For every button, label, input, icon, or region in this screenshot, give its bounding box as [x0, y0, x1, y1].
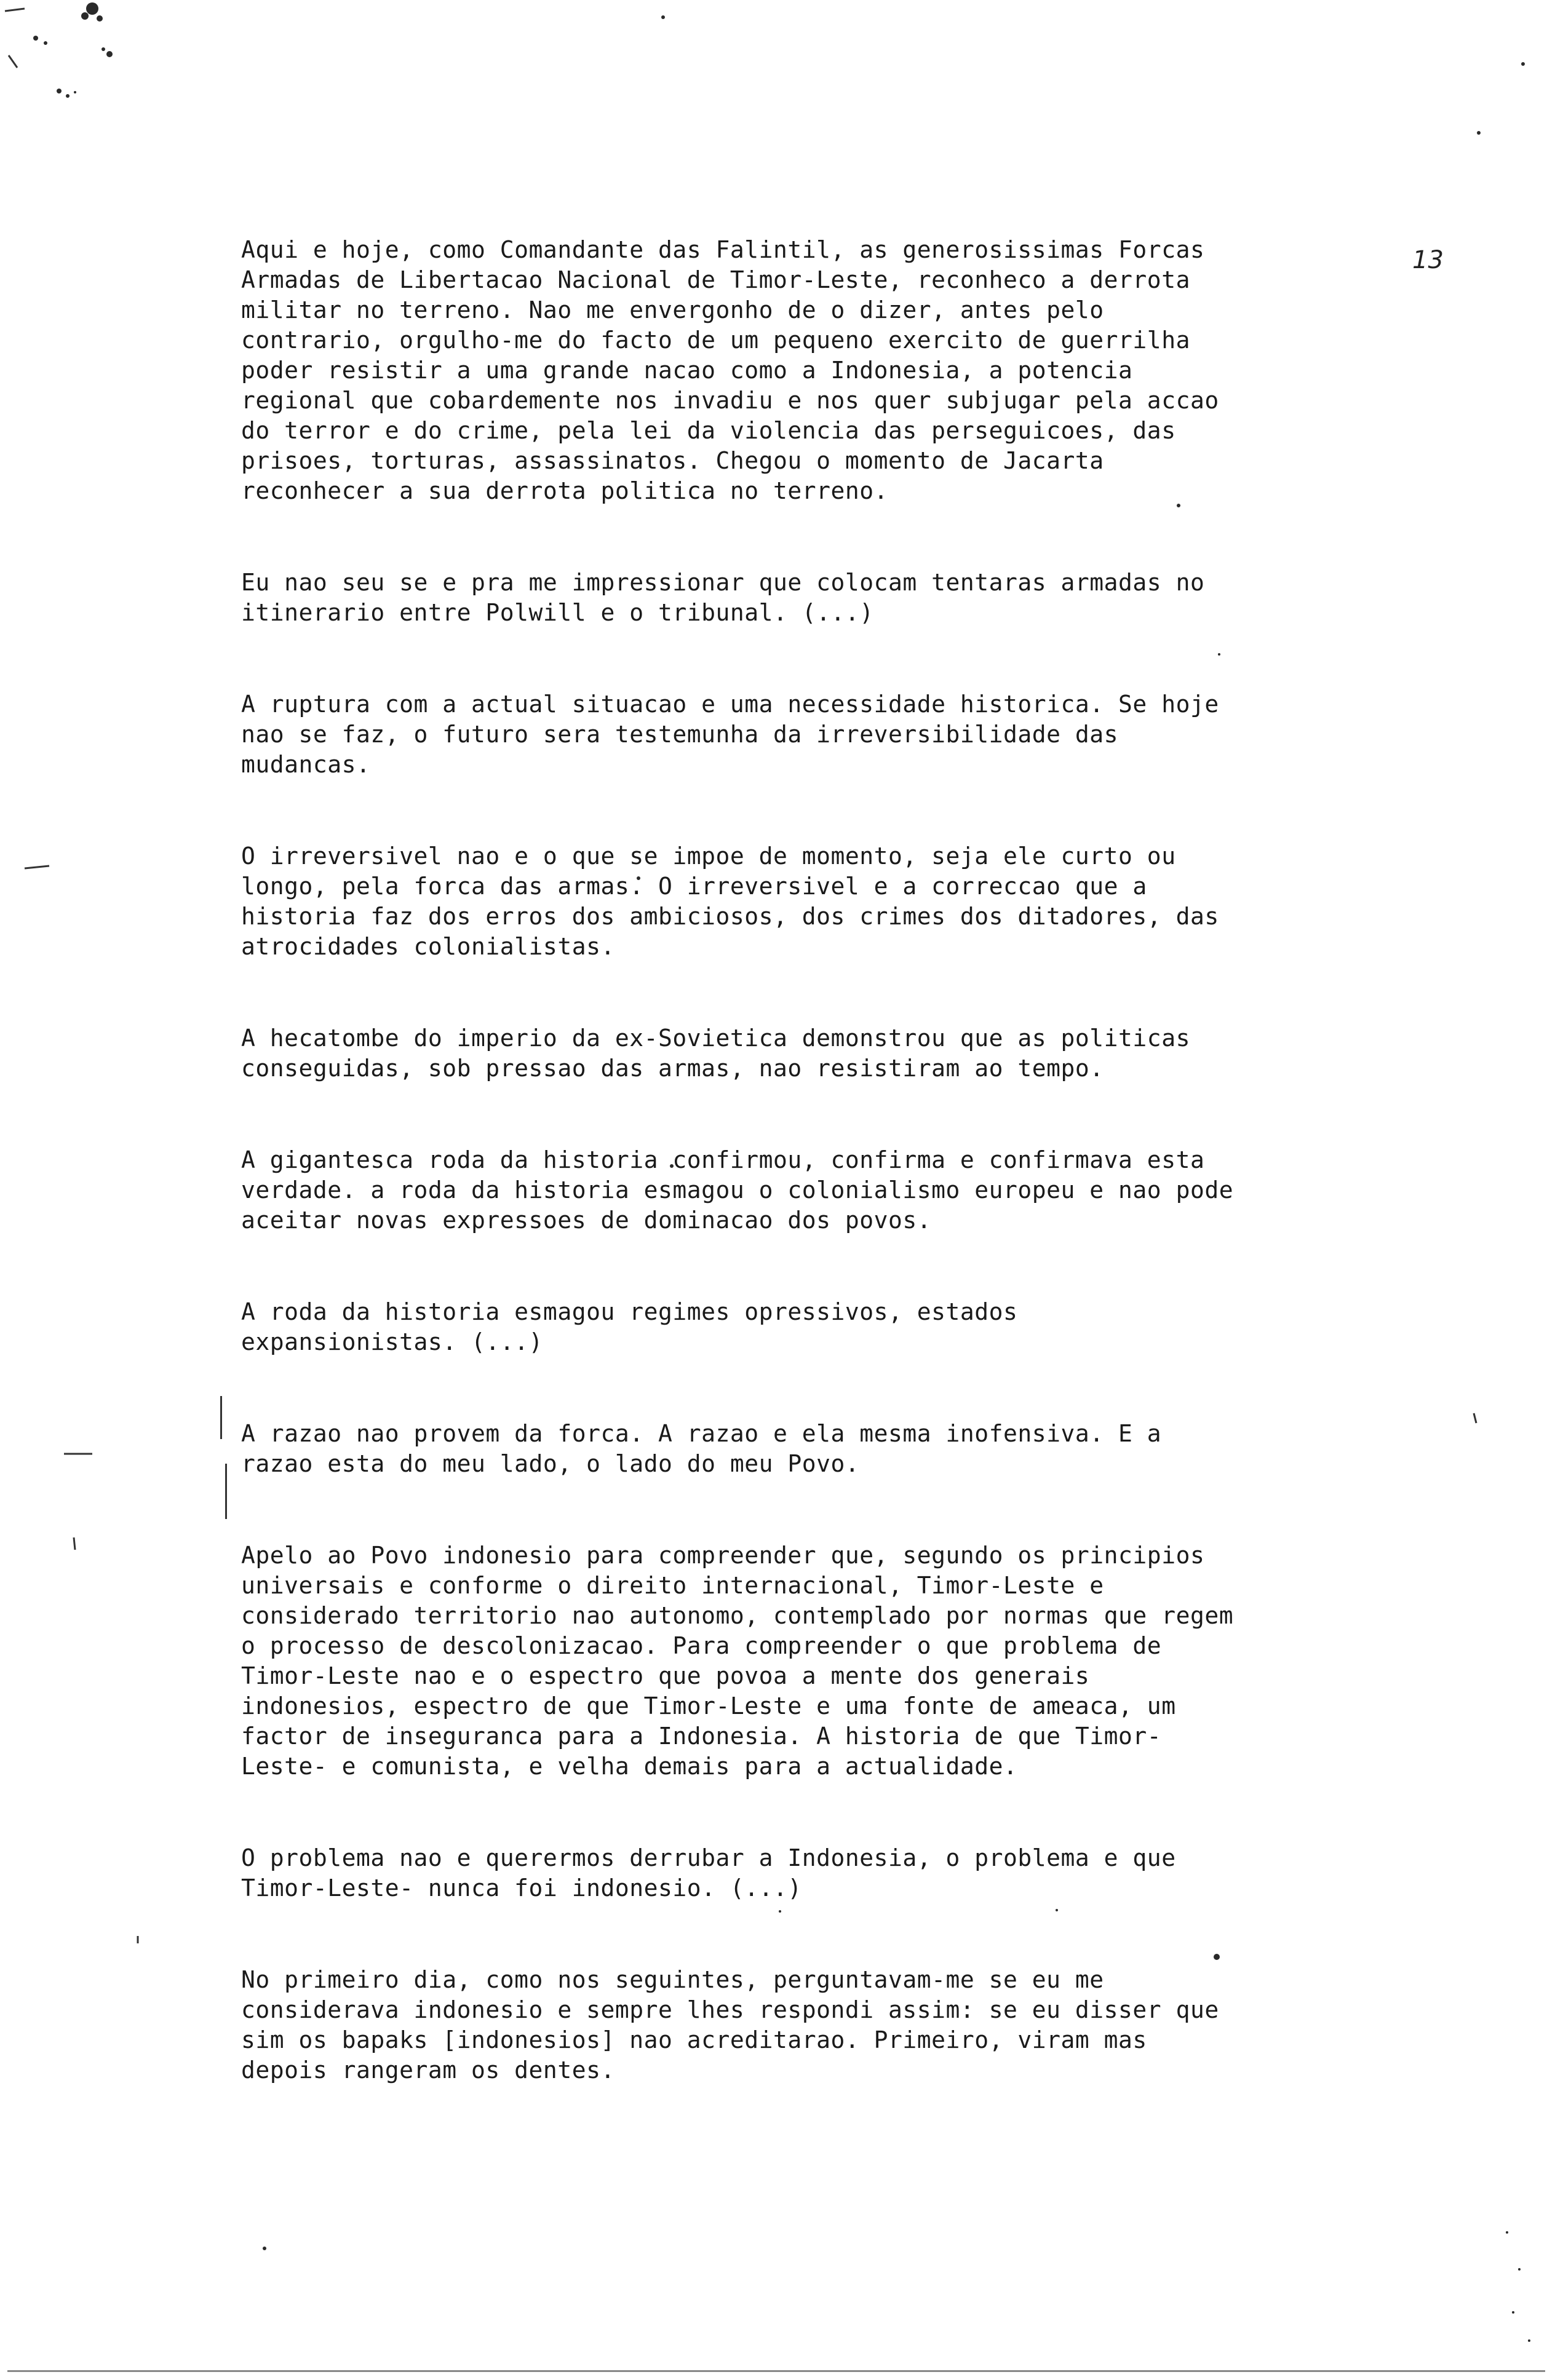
text-line: Apelo ao Povo indonesio para compreender que, segundo os principios — [241, 1542, 1205, 1569]
text-line: A ruptura com a actual situacao e uma necessidade historica. Se hoje — [241, 691, 1219, 718]
text-line: expansionistas. (...) — [241, 1328, 543, 1355]
text-line: A gigantesca roda da historia confirmou, confirma e confirmava esta — [241, 1146, 1205, 1173]
text-line: itinerario entre Polwill e o tribunal. (...) — [241, 599, 874, 626]
text-line: conseguidas, sob pressao das armas, nao resistiram ao tempo. — [241, 1055, 1104, 1082]
paragraph — [241, 1843, 1287, 1903]
text-line: O irreversivel nao e o que se impoe de momento, seja ele curto ou — [241, 843, 1176, 870]
paragraph — [241, 568, 1287, 628]
text-line: regional que cobardemente nos invadiu e nos quer subjugar pela accao — [241, 387, 1219, 414]
text-line: factor de inseguranca para a Indonesia. A historia de que Timor- — [241, 1723, 1162, 1750]
text-line: do terror e do crime, pela lei da violencia das perseguicoes, das — [241, 417, 1176, 444]
text-line: universais e conforme o direito internacional, Timor-Leste e — [241, 1572, 1104, 1599]
text-line: depois rangeram os dentes. — [241, 2057, 615, 2084]
text-line: poder resistir a uma grande nacao como a Indonesia, a potencia — [241, 357, 1133, 384]
text-line: militar no terreno. Nao me envergonho de o dizer, antes pelo — [241, 296, 1104, 323]
paragraph — [241, 1297, 1287, 1357]
text-line: contrario, orgulho-me do facto de um pequeno exercito de guerrilha — [241, 327, 1190, 354]
paragraph — [241, 235, 1287, 506]
page-number: 13 — [1412, 246, 1444, 274]
paragraph — [241, 689, 1287, 780]
paragraph — [241, 1023, 1287, 1084]
text-line: sim os bapaks [indonesios] nao acreditarao. Primeiro, viram mas — [241, 2026, 1147, 2053]
text-line: Eu nao seu se e pra me impressionar que colocam tentaras armadas no — [241, 569, 1205, 596]
margin-bar — [225, 1464, 227, 1519]
text-line: A roda da historia esmagou regimes opressivos, estados — [241, 1298, 1018, 1325]
text-line: considerava indonesio e sempre lhes respondi assim: se eu disser que — [241, 1996, 1219, 2023]
paragraph — [241, 1419, 1287, 1479]
text-line: Timor-Leste- nunca foi indonesio. (...) — [241, 1874, 802, 1902]
text-line: atrocidades colonialistas. — [241, 933, 615, 960]
text-line: nao se faz, o futuro sera testemunha da irreversibilidade das — [241, 721, 1119, 748]
text-line: razao esta do meu lado, o lado do meu Povo. — [241, 1450, 860, 1477]
scan-edge-line — [7, 2370, 1545, 2372]
text-line: No primeiro dia, como nos seguintes, perguntavam-me se eu me — [241, 1966, 1104, 1993]
text-line: A razao nao provem da forca. A razao e ela mesma inofensiva. E a — [241, 1420, 1162, 1447]
text-line: o processo de descolonizacao. Para compreender o que problema de — [241, 1632, 1162, 1659]
text-line: reconhecer a sua derrota politica no terreno. — [241, 477, 889, 504]
text-line: mudancas. — [241, 751, 371, 778]
text-line: Leste- e comunista, e velha demais para a actualidade. — [241, 1753, 1018, 1780]
text-line: indonesios, espectro de que Timor-Leste e uma fonte de ameaca, um — [241, 1692, 1176, 1720]
text-line: O problema nao e querermos derrubar a Indonesia, o problema e que — [241, 1844, 1176, 1871]
text-line: prisoes, torturas, assassinatos. Chegou o momento de Jacarta — [241, 447, 1104, 474]
text-line: Aqui e hoje, como Comandante das Falintil, as generosissimas Forcas — [241, 236, 1205, 263]
margin-bar — [220, 1396, 222, 1439]
body-text — [241, 235, 1287, 2147]
text-line: Armadas de Libertacao Nacional de Timor-Leste, reconheco a derrota — [241, 266, 1190, 293]
text-line: longo, pela forca das armas. O irreversivel e a correccao que a — [241, 873, 1147, 900]
text-line: aceitar novas expressoes de dominacao dos povos. — [241, 1207, 932, 1234]
text-line: historia faz dos erros dos ambiciosos, dos crimes dos ditadores, das — [241, 903, 1219, 930]
paragraph — [241, 841, 1287, 962]
paragraph — [241, 1965, 1287, 2085]
paragraph — [241, 1145, 1287, 1236]
paragraph — [241, 1541, 1287, 1782]
text-line: A hecatombe do imperio da ex-Sovietica demonstrou que as politicas — [241, 1025, 1190, 1052]
text-line: verdade. a roda da historia esmagou o colonialismo europeu e nao pode — [241, 1176, 1234, 1204]
text-line: Timor-Leste nao e o espectro que povoa a mente dos generais — [241, 1662, 1090, 1689]
text-line: considerado territorio nao autonomo, contemplado por normas que regem — [241, 1602, 1234, 1629]
